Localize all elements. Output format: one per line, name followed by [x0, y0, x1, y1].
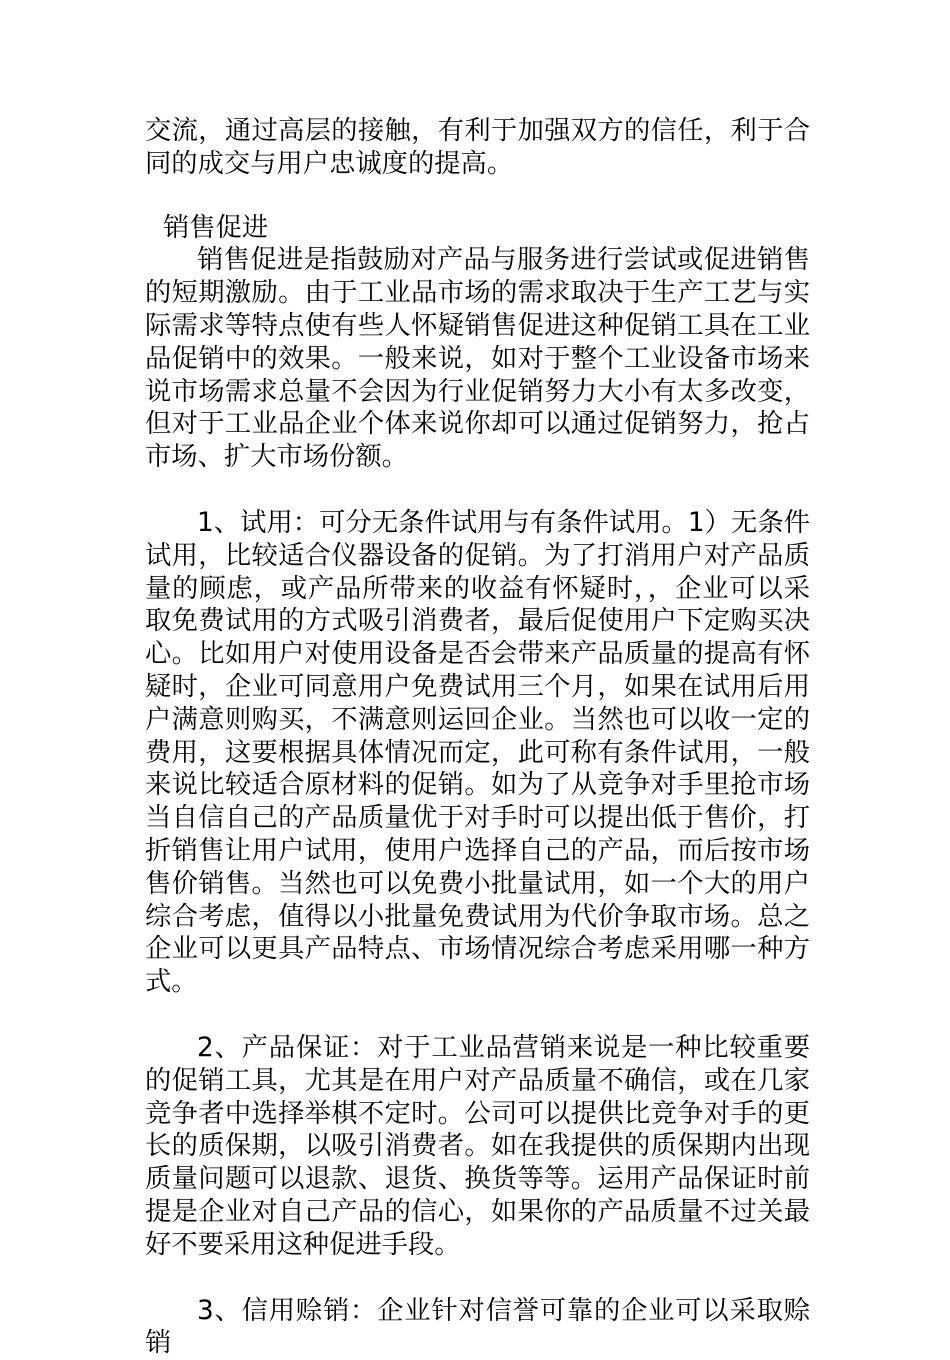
document-page	[145, 115, 810, 1360]
intro-paragraph: 销售促进是指鼓励对产品与服务进行尝试或促进销售的短期激励。由于工业品市场的需求取决于生产工艺与实际需求等特点使有些人怀疑销售促进这种促销工具在工业品促销中的效果。一般来说，如对于整个工业设备市场来说市场需求总量不会因为行业促销努力大小有太多改变，但对于工业品企业个体来说你却可以通过促销努力，抢占市场、扩大市场份额。	[145, 244, 810, 474]
credit-paragraph: 3、信用赊销：企业针对信誉可靠的企业可以采取赊销	[145, 1295, 810, 1360]
continuation-paragraph: 交流，通过高层的接触，有利于加强双方的信任，利于合同的成交与用户忠诚度的提高。	[145, 115, 810, 181]
warranty-paragraph: 2、产品保证：对于工业品营销来说是一种比较重要的促销工具，尤其是在用户对产品质量不确信，或在几家竞争者中选择举棋不定时。公司可以提供比竞争对手的更长的质保期，以吸引消费者。如在我提供的质保期内出现质量问题可以退款、退货、换货等等。运用产品保证时前提是企业对自己产品的信心，如果你的产品质量不过关最好不要采用这种促进手段。	[145, 1032, 810, 1262]
section-heading: 销售促进	[145, 212, 810, 245]
trial-paragraph: 1、试用：可分无条件试用与有条件试用。1）无条件试用，比较适合仪器设备的促销。为了打消用户对产品质量的顾虑，或产品所带来的收益有怀疑时，，企业可以采取免费试用的方式吸引消费者，最后促使用户下定购买决心。比如用户对使用设备是否会带来产品质量的提高有怀疑时，企业可同意用户免费试用三个月，如果在试用后用户满意则购买，不满意则运回企业。当然也可以收一定的费用，这要根据具体情况而定，此可称有条件试用，一般来说比较适合原材料的促销。如为了从竞争对手里抢市场当自信自己的产品质量优于对手时可以提出低于售价，打折销售让用户试用，使用户选择自己的产品，而后按市场售价销售。当然也可以免费小批量试用，如一个大的用户综合考虑，值得以小批量免费试用为代价争取市场。总之企业可以更具产品特点、市场情况综合考虑采用哪一种方式。	[145, 507, 810, 999]
